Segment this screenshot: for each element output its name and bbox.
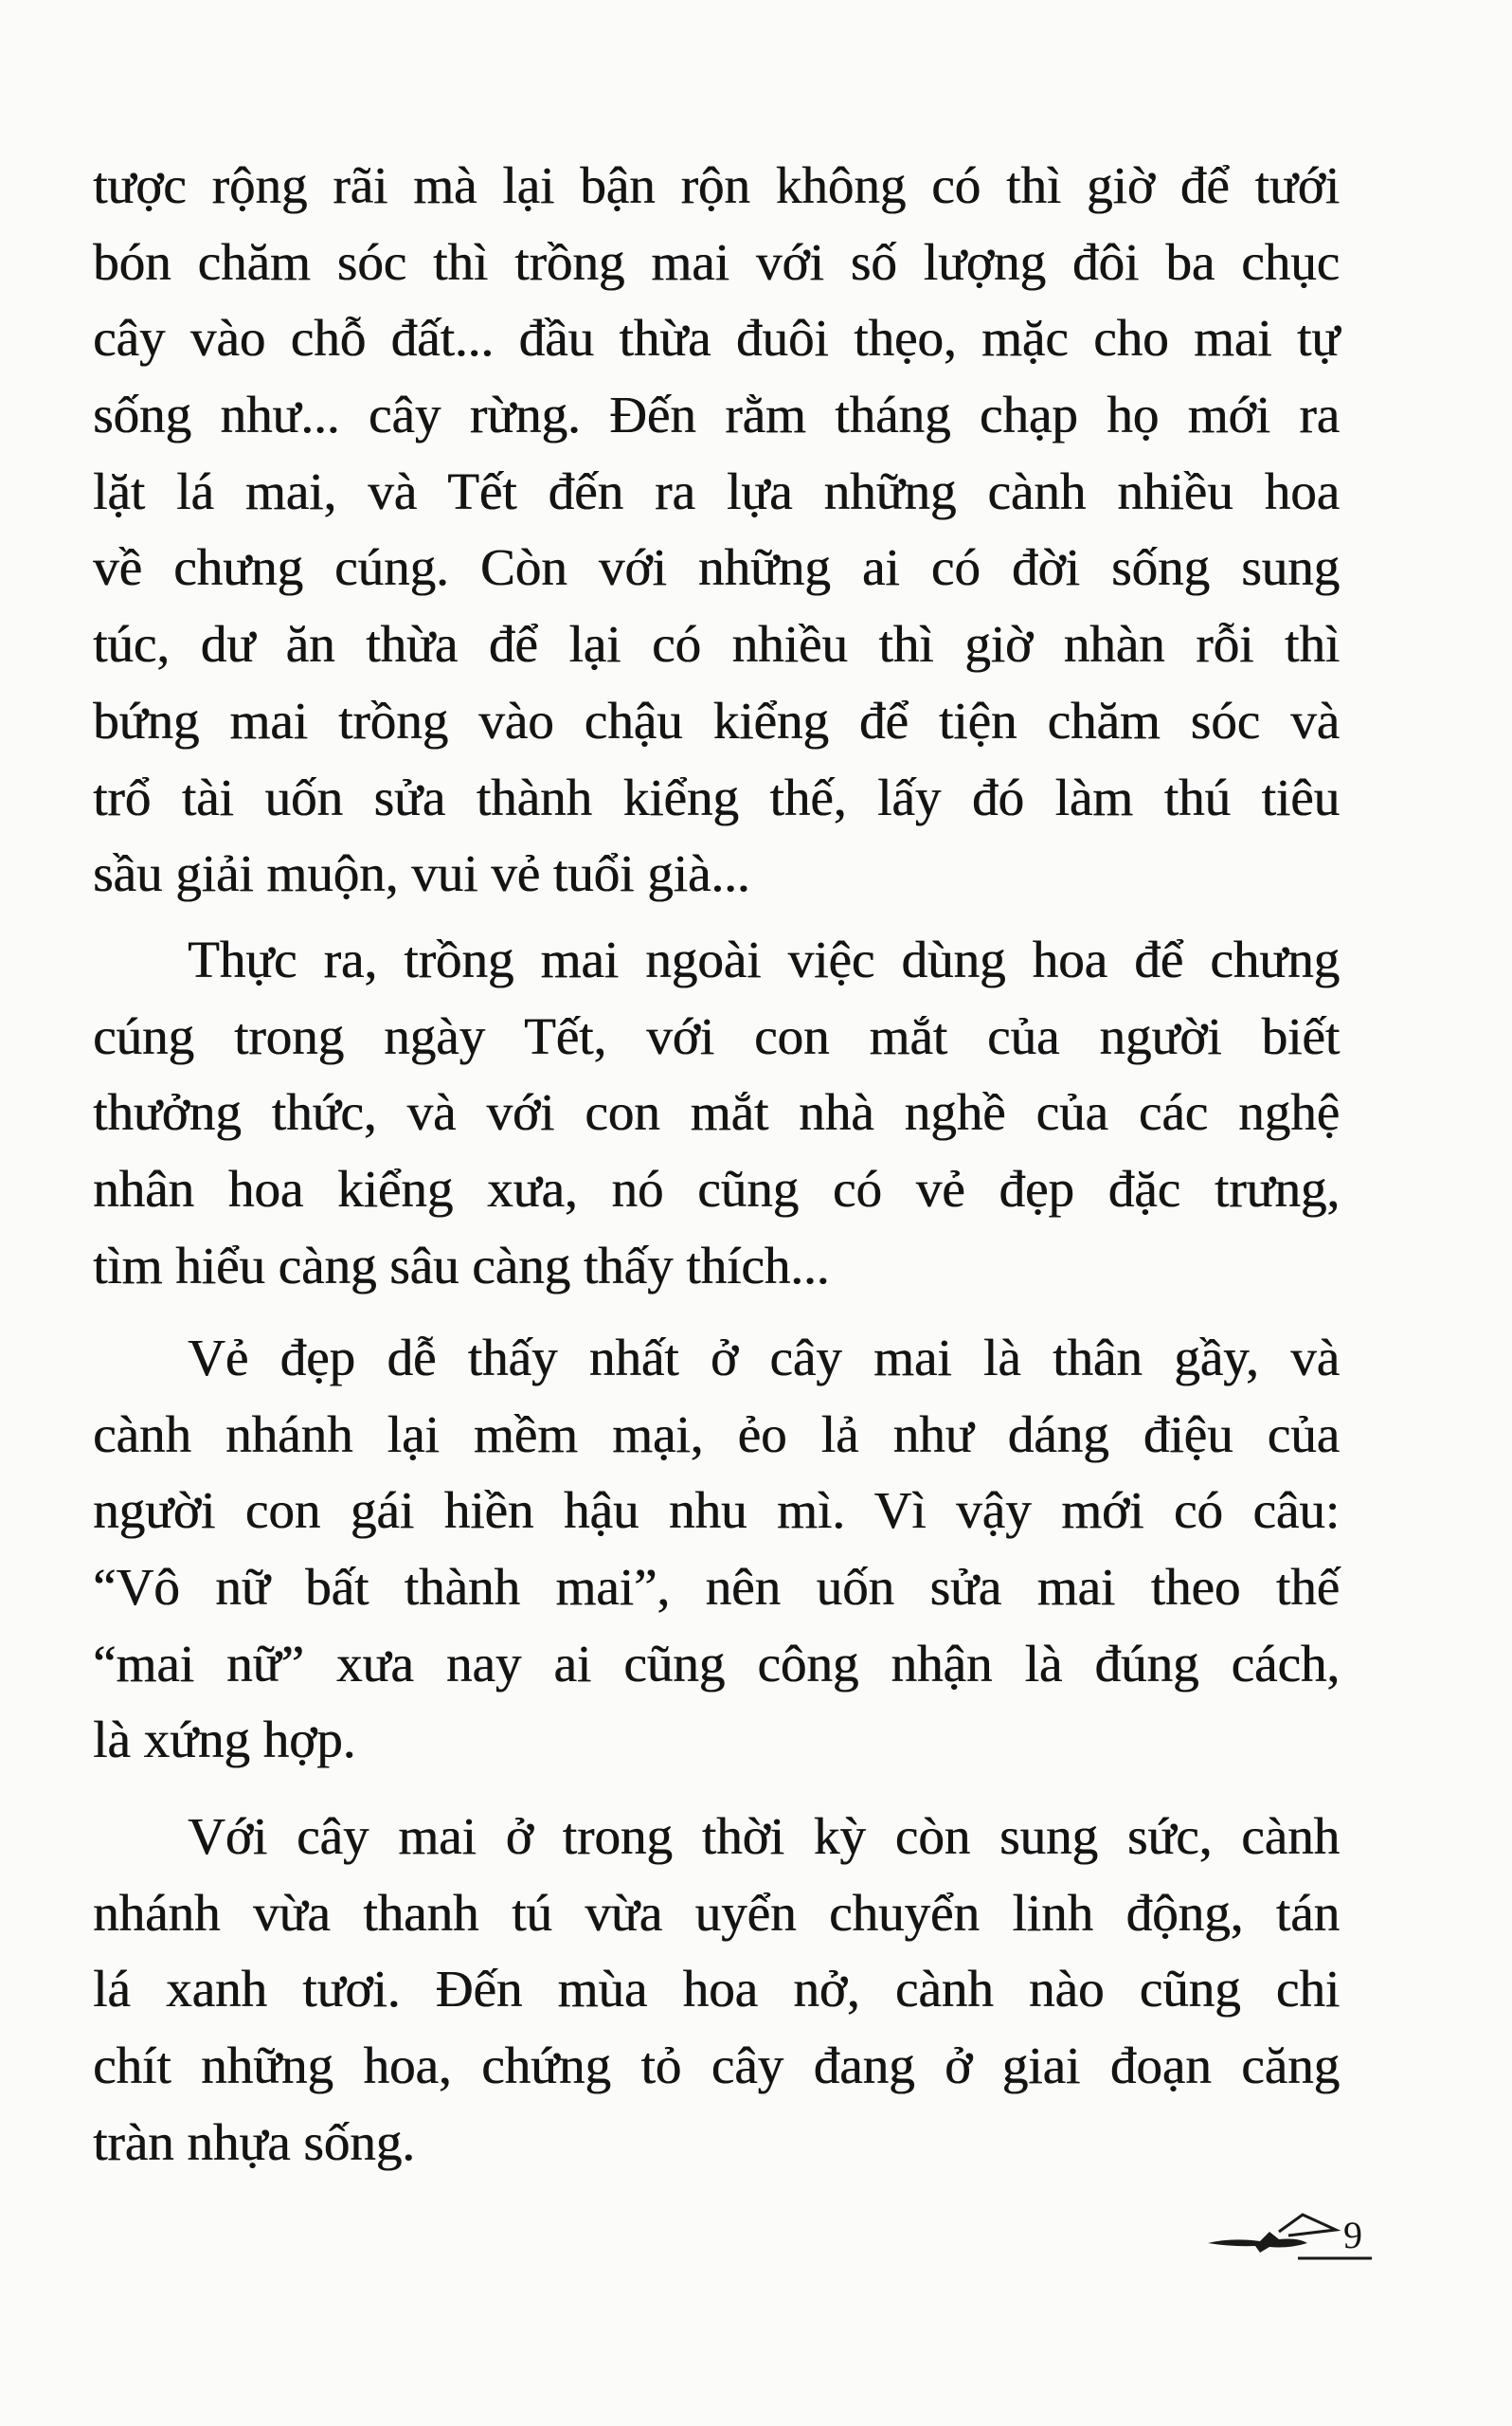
- text-line: Với cây mai ở trong thời kỳ còn sung sức, cành: [188, 1807, 1340, 1865]
- text-line: là xứng hợp.: [93, 1711, 356, 1769]
- paragraph-1: [93, 148, 1340, 913]
- paragraph-2: [93, 922, 1340, 1304]
- text-line: tìm hiểu càng sâu càng thấy thích...: [93, 1236, 830, 1294]
- text-line: bứng mai trồng vào chậu kiểng để tiện chăm sóc và: [93, 691, 1340, 750]
- paragraph-4: [93, 1799, 1340, 2181]
- text-line: người con gái hiền hậu nhu mì. Vì vậy mới có câu:: [93, 1481, 1340, 1540]
- text-line: cúng trong ngày Tết, với con mắt của người biết: [93, 1006, 1340, 1065]
- text-line: về chưng cúng. Còn với những ai có đời sống sung: [93, 538, 1340, 597]
- paragraph-3: [93, 1320, 1340, 1779]
- text-line: nhánh vừa thanh tú vừa uyển chuyển linh động, tán: [93, 1883, 1340, 1942]
- text-line: túc, dư ăn thừa để lại có nhiều thì giờ nhàn rỗi thì: [93, 615, 1340, 674]
- text-line: tràn nhựa sống.: [93, 2112, 415, 2171]
- text-line: bón chăm sóc thì trồng mai với số lượng đôi ba chục: [93, 232, 1340, 291]
- text-line: Vẻ đẹp dễ thấy nhất ở cây mai là thân gầy, và: [188, 1329, 1340, 1386]
- text-line: Thực ra, trồng mai ngoài việc dùng hoa để chưng: [188, 931, 1340, 988]
- text-line: “mai nữ” xưa nay ai cũng công nhận là đúng cách,: [93, 1634, 1340, 1693]
- text-line: thưởng thức, và với con mắt nhà nghề của các nghệ: [93, 1083, 1340, 1142]
- page-number: 9: [1343, 2214, 1362, 2256]
- text-line: cây vào chỗ đất... đầu thừa đuôi thẹo, mặc cho mai tự: [93, 309, 1340, 368]
- text-line: sống như... cây rừng. Đến rằm tháng chạp họ mới ra: [93, 386, 1340, 444]
- text-line: lá xanh tươi. Đến mùa hoa nở, cành nào cũng chi: [93, 1960, 1340, 2019]
- text-line: chít những hoa, chứng tỏ cây đang ở giai đoạn căng: [93, 2037, 1340, 2095]
- text-line: tược rộng rãi mà lại bận rộn không có thì giờ để tưới: [93, 156, 1340, 214]
- text-line: cành nhánh lại mềm mại, ẻo lả như dáng điệu của: [93, 1404, 1340, 1463]
- text-line: “Vô nữ bất thành mai”, nên uốn sửa mai theo thế: [93, 1558, 1340, 1617]
- text-line: trổ tài uốn sửa thành kiểng thế, lấy đó làm thú tiêu: [93, 768, 1340, 826]
- text-line: lặt lá mai, và Tết đến ra lựa những cành nhiều hoa: [93, 462, 1340, 520]
- text-line: nhân hoa kiểng xưa, nó cũng có vẻ đẹp đặc trưng,: [93, 1160, 1340, 1219]
- text-line: sầu giải muộn, vui vẻ tuổi già...: [93, 844, 750, 903]
